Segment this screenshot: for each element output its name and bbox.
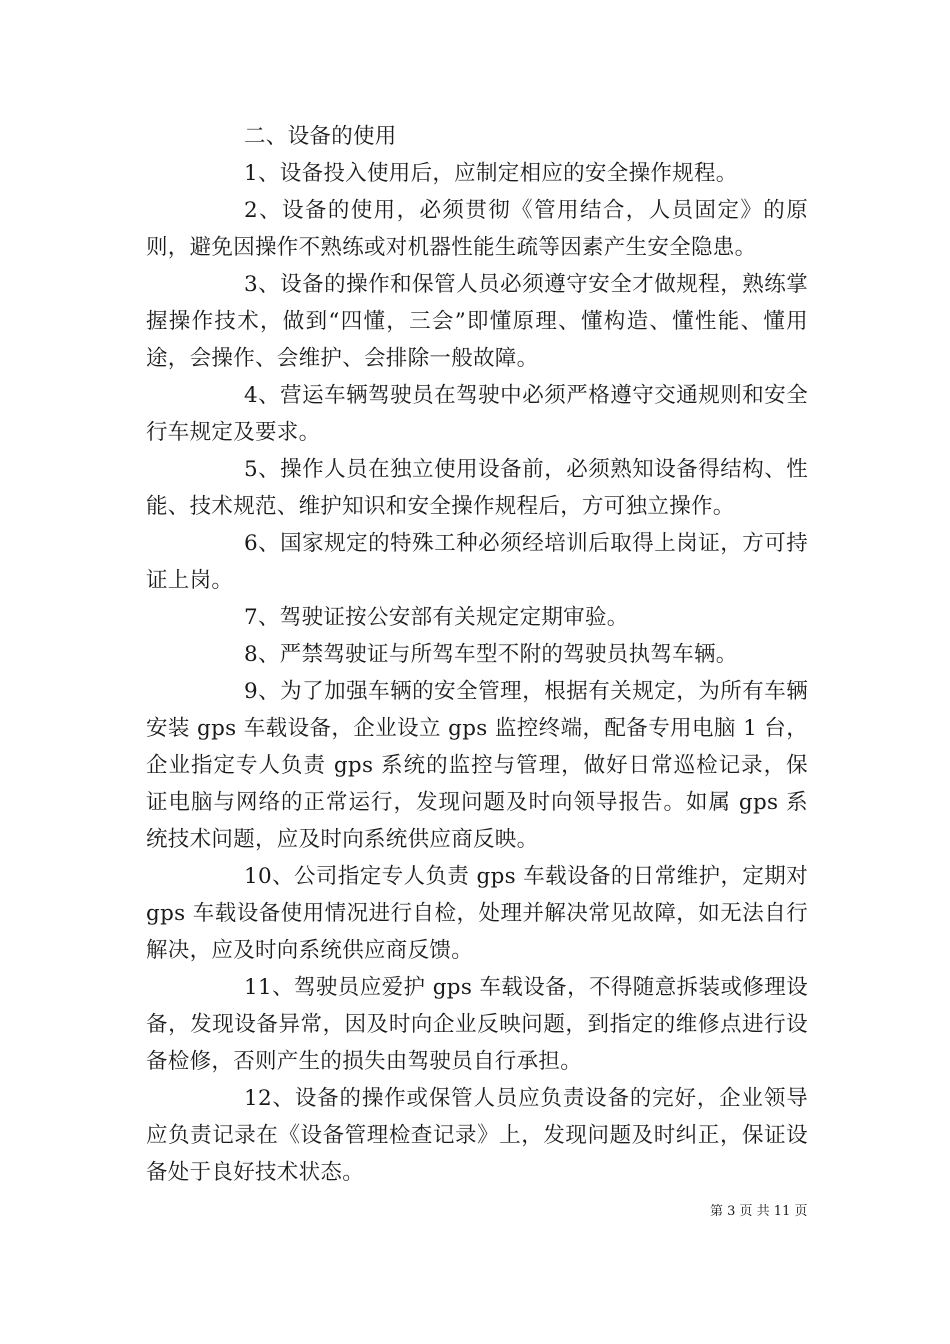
paragraph-6: 6、国家规定的特殊工种必须经培训后取得上岗证，方可持证上岗。 bbox=[146, 531, 808, 593]
paragraph-2: 2、设备的使用，必须贯彻《管用结合，人员固定》的原则，避免因操作不熟练或对机器性能生疏等因素产生安全隐患。 bbox=[146, 198, 808, 260]
paragraph-4: 4、营运车辆驾驶员在驾驶中必须严格遵守交通规则和安全行车规定及要求。 bbox=[146, 383, 808, 445]
paragraph-8: 8、严禁驾驶证与所驾车型不附的驾驶员执驾车辆。 bbox=[244, 642, 738, 667]
paragraph-3: 3、设备的操作和保管人员必须遵守安全才做规程，熟练掌握操作技术，做到“四懂，三会”即懂原理、懂构造、懂性能、懂用途，会操作、会维护、会排除一般故障。 bbox=[146, 272, 808, 371]
paragraph-5: 5、操作人员在独立使用设备前，必须熟知设备得结构、性能、技术规范、维护知识和安全操作规程后，方可独立操作。 bbox=[146, 457, 808, 519]
paragraph-12: 12、设备的操作或保管人员应负责设备的完好，企业领导应负责记录在《设备管理检查记录》上，发现问题及时纠正，保证设备处于良好技术状态。 bbox=[146, 1086, 808, 1185]
paragraph-7: 7、驾驶证按公安部有关规定定期审验。 bbox=[244, 605, 629, 630]
section-heading: 二、设备的使用 bbox=[244, 124, 397, 149]
paragraph-1: 1、设备投入使用后，应制定相应的安全操作规程。 bbox=[244, 161, 738, 186]
page-number-footer: 第 3 页 共 11 页 bbox=[710, 1204, 808, 1219]
paragraph-11: 11、驾驶员应爱护 gps 车载设备，不得随意拆装或修理设备，发现设备异常，因及时向企业反映问题，到指定的维修点进行设备检修，否则产生的损失由驾驶员自行承担。 bbox=[146, 975, 808, 1074]
paragraph-10: 10、公司指定专人负责 gps 车载设备的日常维护，定期对 gps 车载设备使用情况进行自检，处理并解决常见故障，如无法自行解决，应及时向系统供应商反馈。 bbox=[146, 864, 808, 963]
paragraph-9: 9、为了加强车辆的安全管理，根据有关规定，为所有车辆安装 gps 车载设备，企业设立 gps 监控终端，配备专用电脑 1 台，企业指定专人负责 gps 系统的监控与管理，做好日常巡检记录，保证电脑与网络的正常运行，发现问题及时向领导报告。如属 gps 系统技术问题，应及时向系统供应商反映。 bbox=[146, 679, 808, 852]
document-body bbox=[146, 118, 808, 1191]
